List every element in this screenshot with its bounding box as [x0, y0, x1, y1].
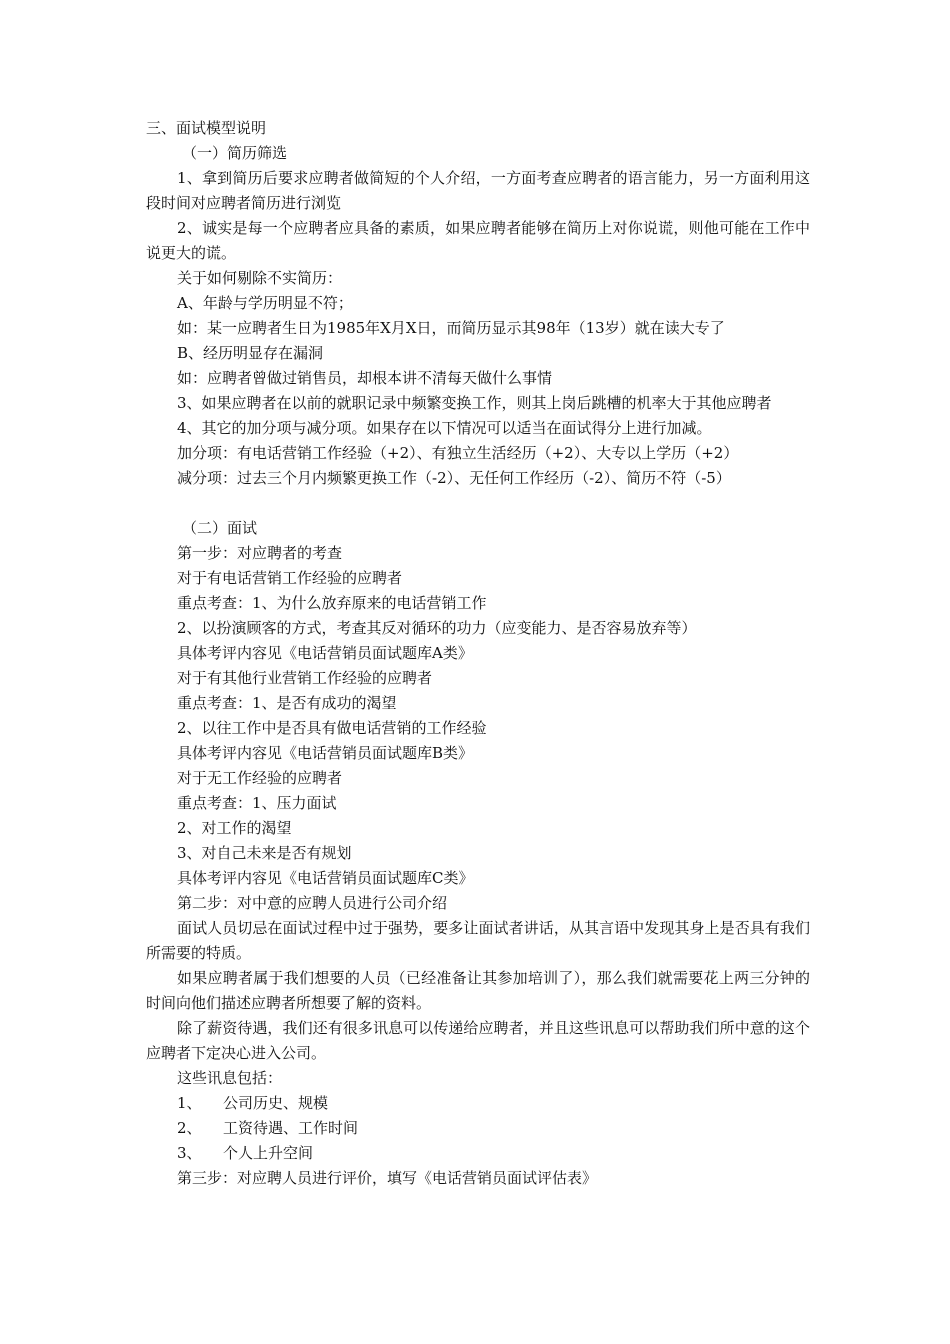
document-page	[146, 116, 810, 1191]
criterion-a: A、年龄与学历明显不符；	[177, 294, 353, 312]
criterion-b: B、经历明显存在漏洞	[177, 344, 324, 362]
resume-paragraph-3: 3、如果应聘者在以前的就职记录中频繁变换工作，则其上岗后跳槽的机率大于其他应聘者	[177, 394, 772, 412]
group-a-focus-2: 2、以扮演顾客的方式，考查其反对循环的功力（应变能力、是否容易放弃等）	[177, 619, 697, 637]
remove-title: 关于如何剔除不实简历：	[177, 269, 343, 287]
list-item-text: 个人上升空间	[223, 1144, 314, 1162]
list-item-number: 1、	[177, 1094, 202, 1112]
resume-heading: （一）简历筛选	[182, 144, 288, 162]
group-c-focus-3: 3、对自己未来是否有规划	[177, 844, 352, 862]
list-item-text: 工资待遇、工作时间	[223, 1119, 359, 1137]
interview-paragraph-b: 如果应聘者属于我们想要的人员（已经准备让其参加培训了），那么我们就需要花上两三分钟的时间向他们描述应聘者所想要了解的资料。	[146, 969, 810, 1012]
interview-paragraph-c: 除了薪资待遇，我们还有很多讯息可以传递给应聘者，并且这些讯息可以帮助我们所中意的这个应聘者下定决心进入公司。	[146, 1019, 810, 1062]
step-2: 第二步：对中意的应聘人员进行公司介绍	[177, 894, 448, 912]
group-c-reference: 具体考评内容见《电话营销员面试题库C类》	[177, 869, 474, 887]
criterion-b-example: 如：应聘者曾做过销售员，却根本讲不清每天做什么事情	[177, 369, 553, 387]
step-3: 第三步：对应聘人员进行评价，填写《电话营销员面试评估表》	[177, 1169, 598, 1187]
criterion-a-example: 如：某一应聘者生日为1985年X月X日，而简历显示其98年（13岁）就在读大专了	[177, 319, 725, 337]
plus-items: 加分项：有电话营销工作经验（+2）、有独立生活经历（+2）、大专以上学历（+2）	[177, 444, 739, 462]
list-item	[146, 1091, 810, 1116]
group-c-focus-2: 2、对工作的渴望	[177, 819, 292, 837]
group-a-focus-1: 重点考查：1、为什么放弃原来的电话营销工作	[177, 594, 487, 612]
group-b-focus-1: 重点考查：1、是否有成功的渴望	[177, 694, 397, 712]
group-b-focus-2: 2、以往工作中是否具有做电话营销的工作经验	[177, 719, 487, 737]
list-item	[146, 1116, 810, 1141]
group-c-title: 对于无工作经验的应聘者	[177, 769, 343, 787]
section-title: 三、面试模型说明	[146, 119, 267, 137]
group-b-reference: 具体考评内容见《电话营销员面试题库B类》	[177, 744, 474, 762]
group-b-title: 对于有其他行业营销工作经验的应聘者	[177, 669, 433, 687]
list-item-number: 2、	[177, 1119, 202, 1137]
resume-paragraph-2: 2、诚实是每一个应聘者应具备的素质，如果应聘者能够在简历上对你说谎，则他可能在工作中说更大的谎。	[146, 219, 810, 262]
resume-paragraph-4: 4、其它的加分项与减分项。如果存在以下情况可以适当在面试得分上进行加减。	[177, 419, 712, 437]
list-item	[146, 1141, 810, 1166]
minus-items: 减分项：过去三个月内频繁更换工作（-2）、无任何工作经历（-2）、简历不符（-5）	[177, 469, 731, 487]
group-a-title: 对于有电话营销工作经验的应聘者	[177, 569, 403, 587]
interview-paragraph-a: 面试人员切忌在面试过程中过于强势，要多让面试者讲话，从其言语中发现其身上是否具有我们所需要的特质。	[146, 919, 810, 962]
group-a-reference: 具体考评内容见《电话营销员面试题库A类》	[177, 644, 473, 662]
resume-paragraph-1: 1、拿到简历后要求应聘者做简短的个人介绍，一方面考查应聘者的语言能力，另一方面利用这段时间对应聘者简历进行浏览	[146, 169, 810, 212]
group-c-focus-1: 重点考查：1、压力面试	[177, 794, 337, 812]
spacer	[146, 491, 810, 516]
step-1: 第一步：对应聘者的考查	[177, 544, 343, 562]
list-item-number: 3、	[177, 1144, 202, 1162]
list-item-text: 公司历史、规模	[223, 1094, 329, 1112]
interview-heading: （二）面试	[182, 519, 258, 537]
info-title: 这些讯息包括：	[177, 1069, 283, 1087]
